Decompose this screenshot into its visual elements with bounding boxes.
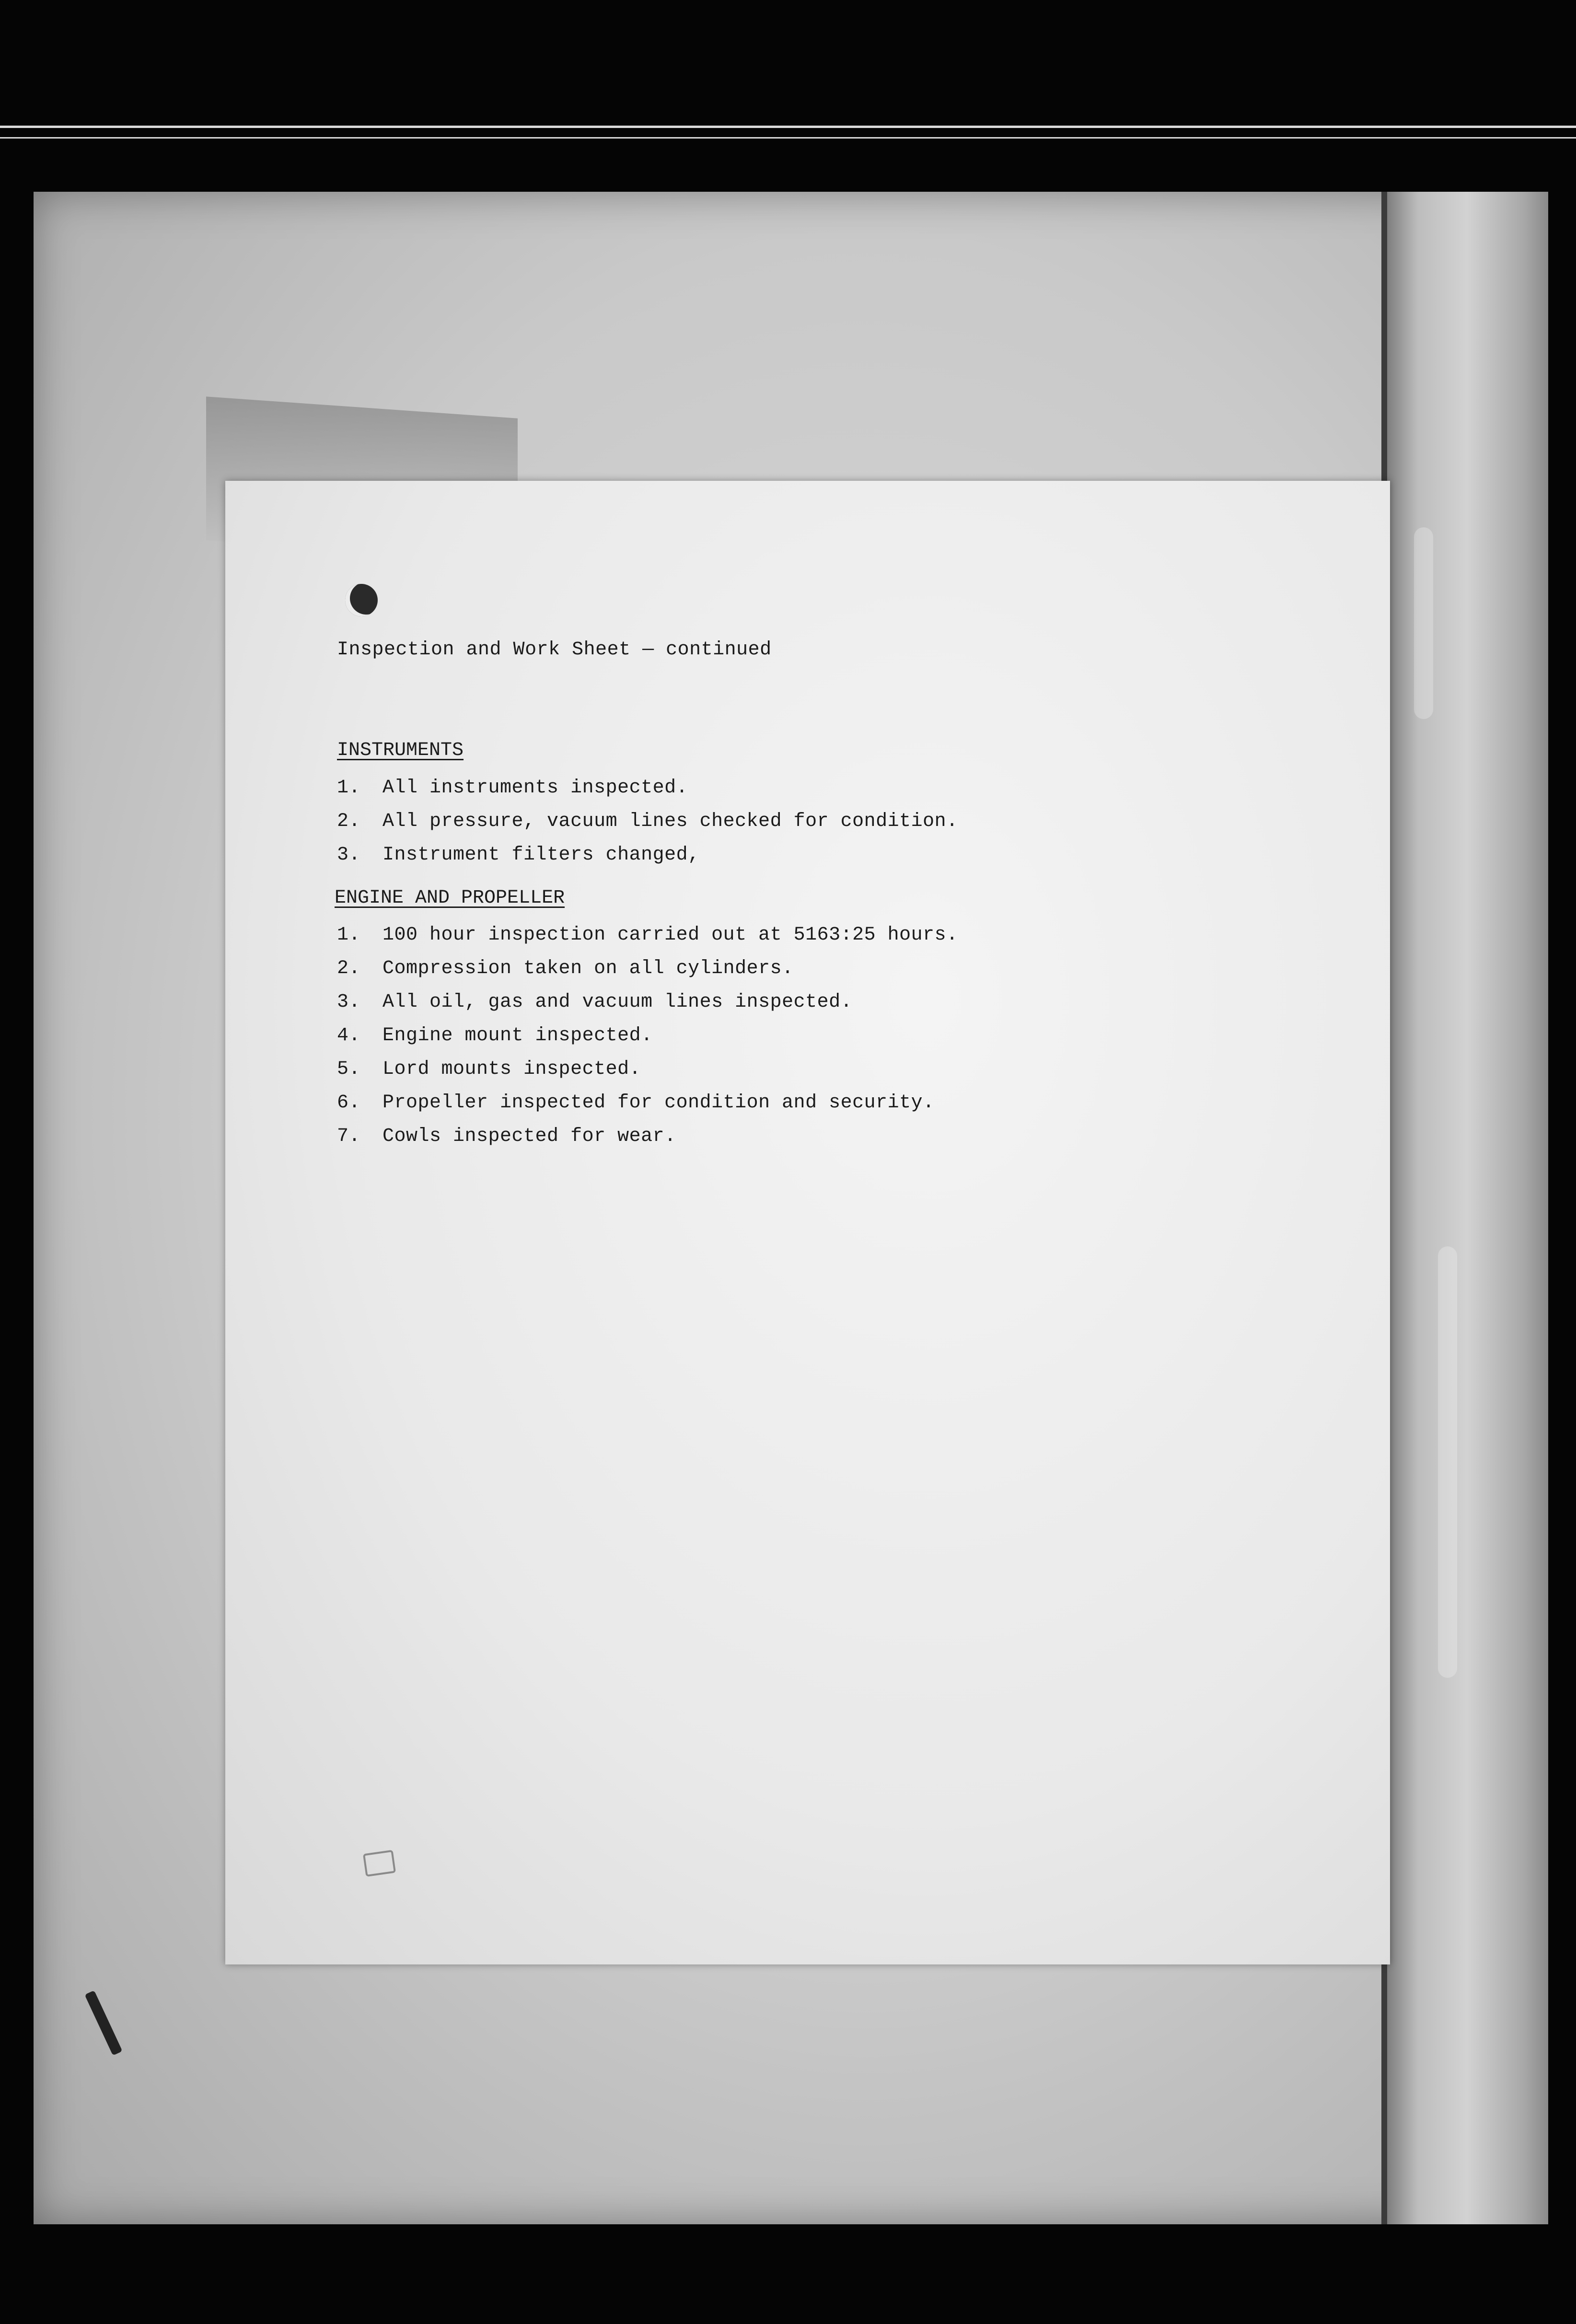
film-rule-second <box>0 137 1576 139</box>
list-item: 3. All oil, gas and vacuum lines inspected. <box>337 991 853 1013</box>
list-item: 3. Instrument filters changed, <box>337 844 700 866</box>
film-rule-top <box>0 126 1576 128</box>
list-item: 7. Cowls inspected for wear. <box>337 1126 676 1147</box>
section-heading-engine-propeller: ENGINE AND PROPELLER <box>335 887 565 909</box>
list-item: 1. All instruments inspected. <box>337 777 688 799</box>
list-item: 2. All pressure, vacuum lines checked for condition. <box>337 811 958 832</box>
document-sheet <box>225 481 1390 1964</box>
list-item: 2. Compression taken on all cylinders. <box>337 958 794 979</box>
list-item: 5. Lord mounts inspected. <box>337 1058 641 1080</box>
punch-hole <box>345 584 378 616</box>
list-item: 6. Propeller inspected for condition and security. <box>337 1092 935 1114</box>
board-edge <box>1385 192 1548 2224</box>
page-title: Inspection and Work Sheet — continued <box>337 639 772 661</box>
list-item: 1. 100 hour inspection carried out at 5163:25 hours. <box>337 924 958 946</box>
paper-mark <box>363 1850 396 1877</box>
section-heading-instruments: INSTRUMENTS <box>337 740 464 761</box>
list-item: 4. Engine mount inspected. <box>337 1025 653 1046</box>
